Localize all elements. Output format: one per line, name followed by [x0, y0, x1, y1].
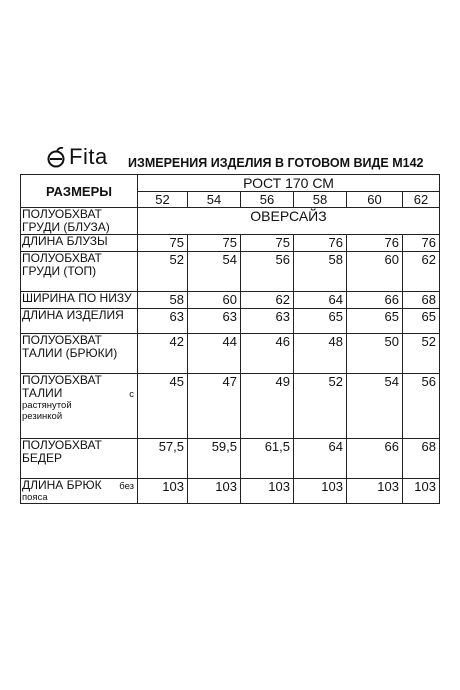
- row-label-text: ДЛИНА БРЮК: [22, 478, 102, 492]
- row-label-line: ГРУДИ (ТОП): [22, 264, 97, 278]
- table-cell: 54: [347, 374, 403, 439]
- table-cell: 65: [403, 309, 440, 334]
- size-table: [20, 174, 440, 504]
- size-header: 58: [294, 192, 347, 208]
- row-label: ДЛИНА БЛУЗЫ: [21, 235, 138, 252]
- table-cell: 76: [403, 235, 440, 252]
- size-header: 60: [347, 192, 403, 208]
- height-label: РОСТ 170 СМ: [138, 175, 440, 192]
- page-title: ИЗМЕРЕНИЯ ИЗДЕЛИЯ В ГОТОВОМ ВИДЕ М142: [128, 156, 424, 170]
- row-label: [21, 374, 138, 439]
- table-cell: 63: [138, 309, 188, 334]
- table-cell: 48: [294, 334, 347, 374]
- table-cell: 56: [241, 252, 294, 292]
- table-cell: 58: [294, 252, 347, 292]
- table-cell: 49: [241, 374, 294, 439]
- table-cell: 52: [294, 374, 347, 439]
- fita-logo-icon: [46, 146, 66, 168]
- table-row: [21, 252, 440, 292]
- table-cell: 75: [188, 235, 241, 252]
- table-cell: 62: [241, 292, 294, 309]
- table-cell: 54: [188, 252, 241, 292]
- table-row: [21, 374, 440, 439]
- brand-name: Fita: [69, 144, 108, 169]
- table-cell: 60: [188, 292, 241, 309]
- row-label-line: ПОЛУОБХВАТ: [22, 438, 102, 452]
- table-cell: 66: [347, 439, 403, 479]
- table-cell: 103: [138, 479, 188, 504]
- table-cell: 47: [188, 374, 241, 439]
- row-label: [21, 252, 138, 292]
- row-label-line: ГРУДИ (БЛУЗА): [22, 220, 110, 234]
- table-cell: 103: [347, 479, 403, 504]
- row-label: ШИРИНА ПО НИЗУ: [21, 292, 138, 309]
- table-cell: 64: [294, 439, 347, 479]
- row-label-note: резинкой: [22, 411, 63, 422]
- row-label-line: БЕДЕР: [22, 451, 63, 465]
- size-header: 52: [138, 192, 188, 208]
- table-cell: 45: [138, 374, 188, 439]
- table-cell: 42: [138, 334, 188, 374]
- oversize-cell: ОВЕРСАЙЗ: [138, 208, 440, 235]
- sizes-label: РАЗМЕРЫ: [21, 175, 138, 208]
- row-label-note: растянутой: [22, 400, 72, 411]
- table-row: [21, 309, 440, 334]
- table-cell: 52: [138, 252, 188, 292]
- table-cell: 56: [403, 374, 440, 439]
- table-cell: 68: [403, 292, 440, 309]
- size-header: 56: [241, 192, 294, 208]
- table-cell: 103: [241, 479, 294, 504]
- header-row: [21, 175, 440, 192]
- table-cell: 103: [403, 479, 440, 504]
- table-cell: 62: [403, 252, 440, 292]
- table-cell: 59,5: [188, 439, 241, 479]
- table-cell: 66: [347, 292, 403, 309]
- table-cell: 76: [347, 235, 403, 252]
- row-label-note: пояса: [22, 492, 48, 503]
- table-row: [21, 208, 440, 235]
- table-cell: 64: [294, 292, 347, 309]
- table-row: [21, 235, 440, 252]
- brand-logo: [46, 143, 108, 171]
- row-label: [21, 208, 138, 235]
- table-cell: 103: [294, 479, 347, 504]
- table-row: [21, 439, 440, 479]
- table-cell: 63: [188, 309, 241, 334]
- row-label-text: ТАЛИИ: [22, 386, 63, 400]
- row-label-line: ПОЛУОБХВАТ: [22, 251, 102, 265]
- table-cell: 75: [138, 235, 188, 252]
- table-row: [21, 334, 440, 374]
- row-label-note: без: [119, 481, 134, 492]
- table-cell: 76: [294, 235, 347, 252]
- row-label-line: ТАЛИИ (БРЮКИ): [22, 346, 118, 360]
- row-label: ДЛИНА ИЗДЕЛИЯ: [21, 309, 138, 334]
- table-cell: 57,5: [138, 439, 188, 479]
- row-label: [21, 439, 138, 479]
- size-header: 54: [188, 192, 241, 208]
- table-cell: 65: [347, 309, 403, 334]
- table-row: [21, 479, 440, 504]
- table-cell: 61,5: [241, 439, 294, 479]
- table-cell: 63: [241, 309, 294, 334]
- row-label-line: [22, 479, 137, 492]
- table-cell: 75: [241, 235, 294, 252]
- row-label-line: [22, 387, 137, 400]
- table-row: [21, 292, 440, 309]
- table-cell: 68: [403, 439, 440, 479]
- row-label-line: ПОЛУОБХВАТ: [22, 207, 102, 221]
- table-cell: 46: [241, 334, 294, 374]
- row-label-line: ПОЛУОБХВАТ: [22, 373, 102, 387]
- table-cell: 52: [403, 334, 440, 374]
- row-label-note: с: [129, 389, 134, 400]
- table-cell: 50: [347, 334, 403, 374]
- table-cell: 60: [347, 252, 403, 292]
- row-label: [21, 334, 138, 374]
- row-label: [21, 479, 138, 504]
- table-cell: 103: [188, 479, 241, 504]
- table-cell: 58: [138, 292, 188, 309]
- table-cell: 44: [188, 334, 241, 374]
- row-label-line: ПОЛУОБХВАТ: [22, 333, 102, 347]
- size-header: 62: [403, 192, 440, 208]
- table-cell: 65: [294, 309, 347, 334]
